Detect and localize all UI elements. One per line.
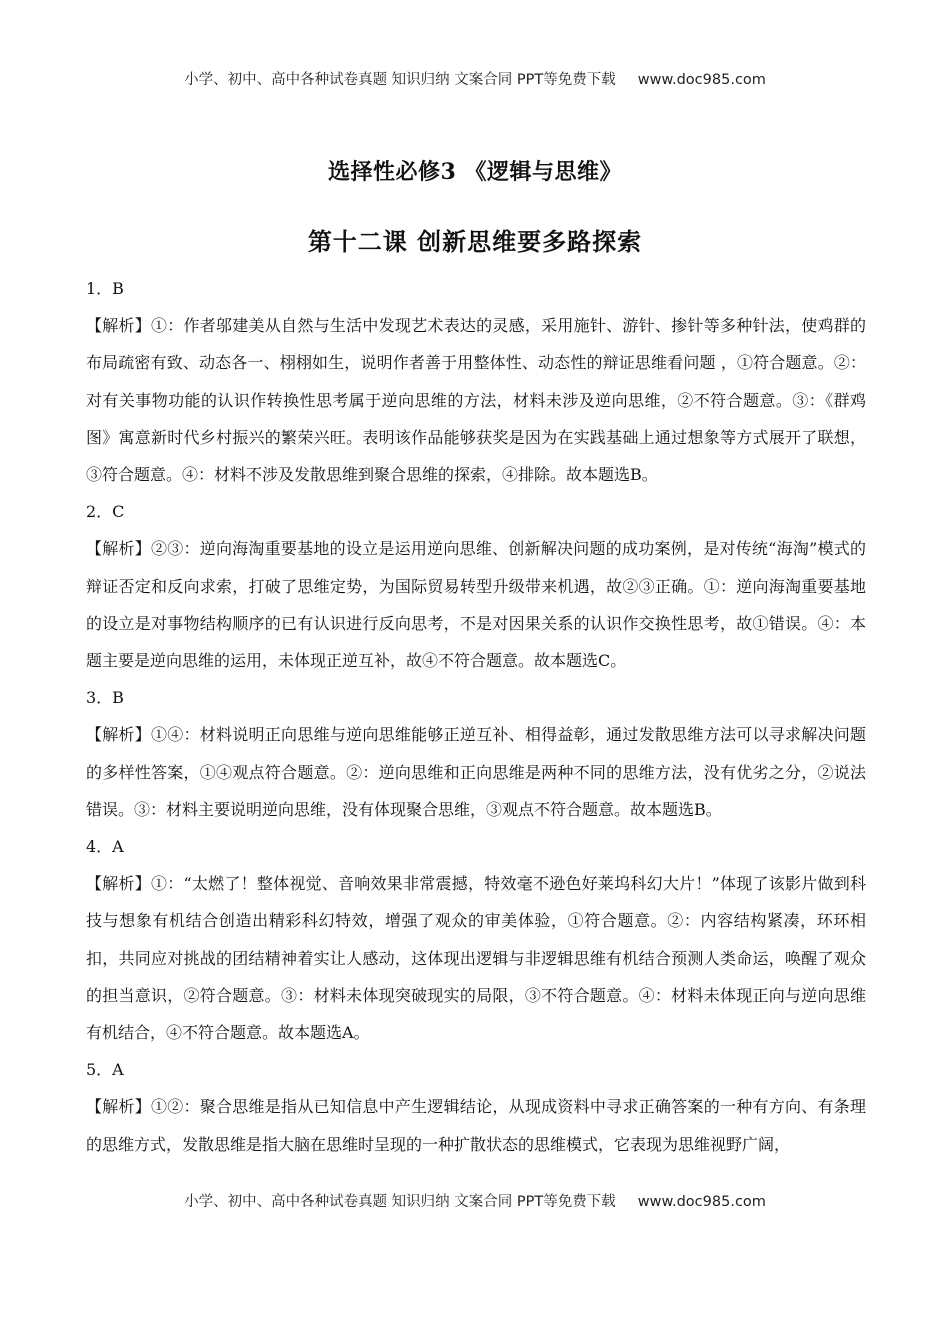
question-number: 5．A xyxy=(86,1060,124,1080)
lesson-title: 第十二课 创新思维要多路探索 xyxy=(307,227,643,256)
question-number: 2．C xyxy=(86,502,125,522)
footer-text: 小学、初中、高中各种试卷真题 知识归纳 文案合同 PPT等免费下载 xyxy=(184,1194,616,1210)
page-footer xyxy=(0,1190,950,1211)
question-explanation: 【解析】①②：聚合思维是指从已知信息中产生逻辑结论，从现成资料中寻求正确答案的一种有方向、有条理的思维方式，发散思维是指大脑在思维时呈现的一种扩散状态的思维模式，它表现为思维视野广阔， xyxy=(86,1097,866,1154)
question-number: 1．B xyxy=(86,279,124,298)
header-text: 小学、初中、高中各种试卷真题 知识归纳 文案合同 PPT等免费下载 xyxy=(184,72,616,88)
question-number: 4．A xyxy=(86,837,124,857)
header-site-link[interactable]: www.doc985.com xyxy=(637,72,766,88)
page-header xyxy=(0,68,950,89)
footer-site-link[interactable]: www.doc985.com xyxy=(637,1194,766,1210)
question-explanation: 【解析】②③：逆向海淘重要基地的设立是运用逆向思维、创新解决问题的成功案例，是对传统“海淘”模式的辩证否定和反向求索，打破了思维定势，为国际贸易转型升级带来机遇，故②③正确。①：逆向海淘重要基地的设立是对事物结构顺序的已有认识进行反向思考，不是对因果关系的认识作交换性思考，故①错误。④：本题主要是逆向思维的运用，未体现正逆互补，故④不符合题意。故本题选C。 xyxy=(86,539,866,671)
question-explanation: 【解析】①：“太燃了！整体视觉、音响效果非常震撼，特效毫不逊色好莱坞科幻大片！”体现了该影片做到科技与想象有机结合创造出精彩科幻特效，增强了观众的审美体验，①符合题意。②：内容结构紧凑，环环相扣，共同应对挑战的团结精神着实让人感动，这体现出逻辑与非逻辑思维有机结合预测人类命运，唤醒了观众的担当意识，②符合题意。③：材料未体现突破现实的局限，③不符合题意。④：材料未体现正向与逆向思维有机结合，④不符合题意。故本题选A。 xyxy=(86,874,866,1043)
question-number: 3．B xyxy=(86,688,124,708)
answer-content xyxy=(86,270,866,1163)
document-title: 选择性必修3 《逻辑与思维》 xyxy=(328,159,622,185)
question-explanation: 【解析】①④：材料说明正向思维与逆向思维能够正逆互补、相得益彰，通过发散思维方法可以寻求解决问题的多样性答案，①④观点符合题意。②：逆向思维和正向思维是两种不同的思维方法，没有优劣之分，②说法错误。③：材料主要说明逆向思维，没有体现聚合思维，③观点不符合题意。故本题选B。 xyxy=(86,725,866,819)
question-explanation: 【解析】①：作者邬建美从自然与生活中发现艺术表达的灵感，采用施针、游针、掺针等多种针法，使鸡群的布局疏密有致、动态各一、栩栩如生，说明作者善于用整体性、动态性的辩证思维看问题 ，①符合题意。②：对有关事物功能的认识作转换性思考属于逆向思维的方法，材料未涉及逆向思维，②不符合题意。③：《群鸡图》寓意新时代乡村振兴的繁荣兴旺。表明该作品能够获奖是因为在实践基础上通过想象等方式展开了联想，③符合题意。④：材料不涉及发散思维到聚合思维的探索，④排除。故本题选B。 xyxy=(86,316,866,485)
